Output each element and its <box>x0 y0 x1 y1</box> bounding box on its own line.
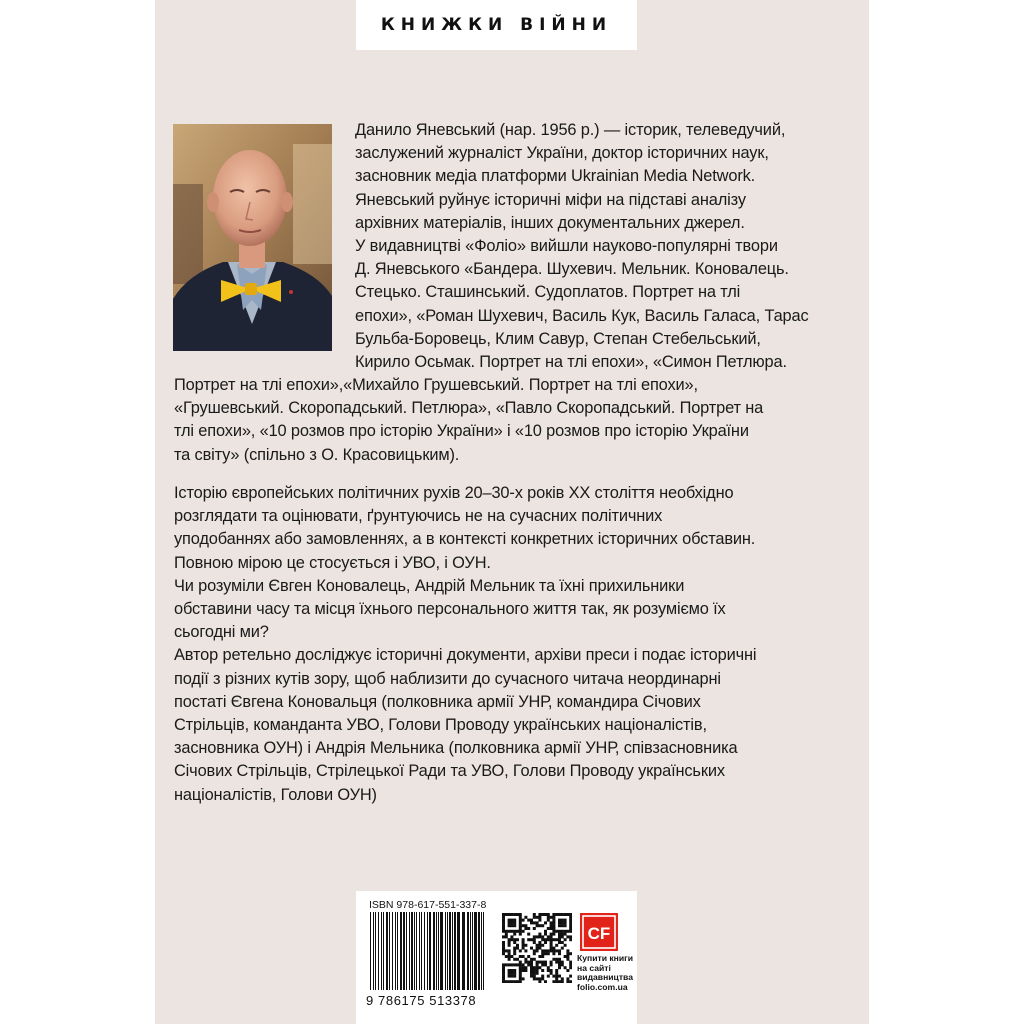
barcode-panel <box>356 891 637 1024</box>
bio-line: «Грушевський. Скоропадський. Петлюра», «Павло Скоропадський. Портрет на <box>174 399 764 418</box>
bio-line: Портрет на тлі епохи»,«Михайло Грушевський. Портрет на тлі епохи», <box>174 376 698 394</box>
isbn-label: ISBN 978-617-551-337-8 <box>369 899 487 911</box>
book-annotation <box>174 482 756 807</box>
qr-code <box>502 913 572 983</box>
annotation-line: Чи розуміли Євген Коновалець, Андрій Мельник та їхні прихильники <box>174 576 685 595</box>
annotation-line: обставини часу та місця їхнього персонального життя так, як розуміємо їх <box>174 600 726 619</box>
publisher-logo-text: CF <box>587 924 611 943</box>
annotation-line: уподобаннях або замовленнях, а в контексті конкретних історичних обставин. <box>174 530 756 549</box>
bio-line: та світу» (спільно з О. Красовицьким). <box>174 445 460 464</box>
annotation-line: розглядати та оцінювати, ґрунтуючись не на сучасних політичних <box>174 507 663 526</box>
bio-line: Д. Яневського «Бандера. Шухевич. Мельник. Коновалець. <box>355 260 789 279</box>
annotation-line: події з різних кутів зору, щоб наблизити до сучасного читача неординарні <box>174 669 721 688</box>
buy-line: Купити книги <box>577 953 634 963</box>
author-bio-continued <box>174 374 763 467</box>
buy-online-text <box>577 954 635 992</box>
annotation-line: сьогодні ми? <box>174 623 269 642</box>
buy-line: на сайті <box>577 962 611 973</box>
publisher-logo <box>580 913 618 951</box>
bio-line: епохи», «Роман Шухевич, Василь Кук, Василь Галаса, Тарас <box>355 306 809 325</box>
bio-line: У видавництві «Фоліо» вийшли науково-популярні твори <box>355 237 778 256</box>
annotation-line: Автор ретельно досліджує історичні документи, архіви преси і подає історичні <box>174 646 757 665</box>
buy-line: folio.com.ua <box>577 981 628 992</box>
annotation-line: націоналістів, Голови ОУН) <box>174 785 377 804</box>
author-photo <box>173 124 332 351</box>
annotation-line: Повною мірою це стосується і УВО, і ОУН. <box>174 553 491 572</box>
author-bio-wrapped <box>355 119 809 374</box>
annotation-line: Стрільців, команданта УВО, Голови Проводу українських націоналістів, <box>174 716 707 735</box>
annotation-line: Січових Стрільців, Стрілецької Ради та УВО, Голови Проводу українських <box>174 762 725 781</box>
bio-line: тлі епохи», «10 розмов про історію України» і «10 розмов про історію України <box>174 422 749 441</box>
bio-line: Бульба-Боровець, Клим Савур, Степан Стебельський, <box>355 329 761 348</box>
annotation-line: засновника ОУН) і Андрія Мельника (полковника армії УНР, співзасновника <box>174 739 738 758</box>
series-tab <box>356 0 637 50</box>
barcode-digits: 9 786175 513378 <box>366 993 477 1008</box>
book-back-cover <box>155 0 869 1024</box>
bio-line: Стецько. Сташинський. Судоплатов. Портрет на тлі <box>355 283 741 302</box>
annotation-line: постаті Євгена Коновальця (полковника армії УНР, командира Січових <box>174 692 701 711</box>
barcode <box>370 912 488 994</box>
annotation-line: Історію європейських політичних рухів 20–30-х років ХХ століття необхідно <box>174 484 734 502</box>
bio-line: заслужений журналіст України, доктор історичних наук, <box>355 144 769 163</box>
bio-line: Кирило Осьмак. Портрет на тлі епохи», «Симон Петлюра. <box>355 353 787 372</box>
bio-line: Яневський руйнує історичні міфи на підставі аналізу <box>355 190 746 209</box>
bio-line: архівних матеріалів, інших документальних джерел. <box>355 213 745 232</box>
bio-line: засновник медіа платформи Ukrainian Media Network. <box>355 167 756 186</box>
bio-line: Данило Яневський (нар. 1956 р.) — історик, телеведучий, <box>355 121 786 139</box>
buy-line: видавництва <box>577 972 633 983</box>
series-label: КНИЖКИ ВІЙНИ <box>380 15 613 35</box>
